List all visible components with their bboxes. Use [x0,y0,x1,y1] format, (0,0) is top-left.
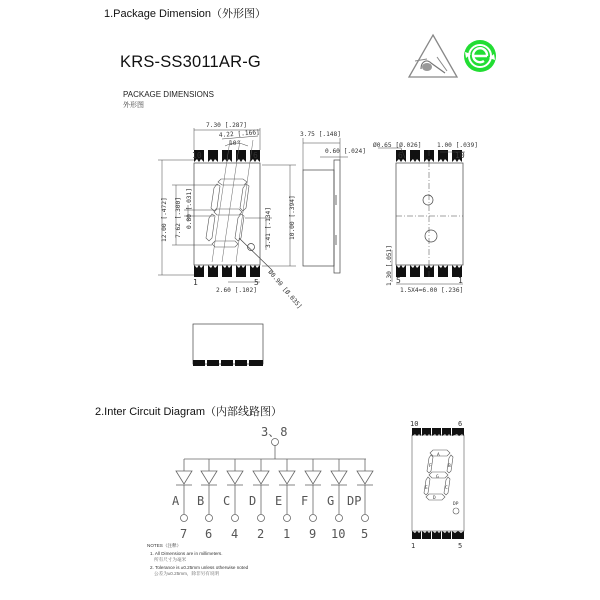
mini-seg-c: C [445,486,448,491]
mini-seg-b: B [448,464,451,469]
dim-face: 0.60 [.024] [325,148,366,155]
mini-seg-f: F [429,464,432,469]
side-view [303,138,348,273]
dim-pin-span: 2.60 [.102] [216,287,257,294]
segment-pin-b: 6 [205,527,213,541]
mini-pin-1-label: 1 [411,542,416,550]
bottom-view [193,324,263,366]
segment-pin-c: 4 [231,527,239,541]
mini-seg-dp: DP [453,502,459,507]
note-1-en: 1. All Dimensions are in millimeters. [150,551,223,556]
note-2-zh: 公差为±0.25mm，除非另有说明 [154,571,220,576]
dim-hole: Ø0.65 [Ø.026] [373,142,422,149]
mini-seg-g: G [436,475,439,480]
mini-seg-a: A [437,453,440,458]
dim-width: 7.30 [.287] [206,122,247,129]
front-pin-6-label: 6 [253,151,258,160]
front-pin-1-label: 1 [193,278,198,287]
segment-label-b: B [197,494,205,508]
segment-pin-g: 10 [331,527,346,541]
dim-pin-len: 1.30 [.051] [386,245,393,286]
section-title-circuit-diagram: 2.Inter Circuit Diagram（内部线路图） [95,406,283,418]
front-pin-5-label: 5 [254,278,259,287]
segment-label-dp: DP [347,494,362,508]
notes-block [147,543,307,577]
part-number: KRS-SS3011AR-G [120,53,261,71]
package-dimensions-sub: 外形图 [123,102,144,109]
mini-pin-10-label: 10 [410,420,419,428]
dim-slant-width: 4.22 [.166] [218,129,261,139]
notes-header: NOTES（注释） [147,543,182,548]
note-2-en: 2. Tolerance is ±0.25mm unless otherwise noted [150,565,249,570]
segment-label-a: A [172,494,180,508]
dim-seg-width: 0.80 [.031] [186,188,193,229]
segment-pin-d: 2 [257,527,265,541]
back-pin-10-label: 10 [455,151,465,160]
dim-digit-height: 7.62 [.300] [175,197,182,238]
section-title-package-dimension: 1.Package Dimension（外形图） [104,8,267,20]
mini-pin-6-label: 6 [458,420,463,428]
mini-display [412,428,464,539]
mini-pin-5-label: 5 [458,542,463,550]
segment-pin-dp: 5 [361,527,369,541]
mini-seg-d: D [433,496,436,501]
segment-label-f: F [301,494,309,508]
dim-dp-dia: Ø0.90 [Ø.035] [266,268,303,311]
front-bottom-pins [194,265,260,277]
segment-label-e: E [275,494,283,508]
dim-pitch: 1.5X4=6.00 [.236] [400,287,464,294]
segment-pin-f: 9 [309,527,317,541]
segment-pin-e: 1 [283,527,291,541]
segment-label-c: C [223,494,231,508]
dim-body-height: 10.00 [.394] [289,195,296,240]
back-pin-1-label: 1 [458,276,463,285]
common-pins-label: 3、8 [261,425,288,439]
dim-angle: 10° [229,140,241,147]
back-pin-5-label: 5 [396,276,401,285]
circuit-diagram [176,439,373,522]
front-pin-10-label: 10 [192,151,202,160]
mini-seg-e: E [425,486,428,491]
back-pin-6-label: 6 [398,151,403,160]
note-1-zh: 所有尺寸为毫米 [154,557,187,562]
package-dimensions-label: PACKAGE DIMENSIONS [123,90,214,99]
dim-pin-width: 1.00 [.039] [437,142,478,149]
segment-label-g: G [327,494,335,508]
dim-height-total: 12.00 [.472] [161,197,168,242]
segment-label-d: D [249,494,257,508]
dim-dp-offset: 3.41 [.134] [265,207,272,248]
segment-pin-a: 7 [180,527,188,541]
dim-depth: 3.75 [.148] [300,131,341,138]
